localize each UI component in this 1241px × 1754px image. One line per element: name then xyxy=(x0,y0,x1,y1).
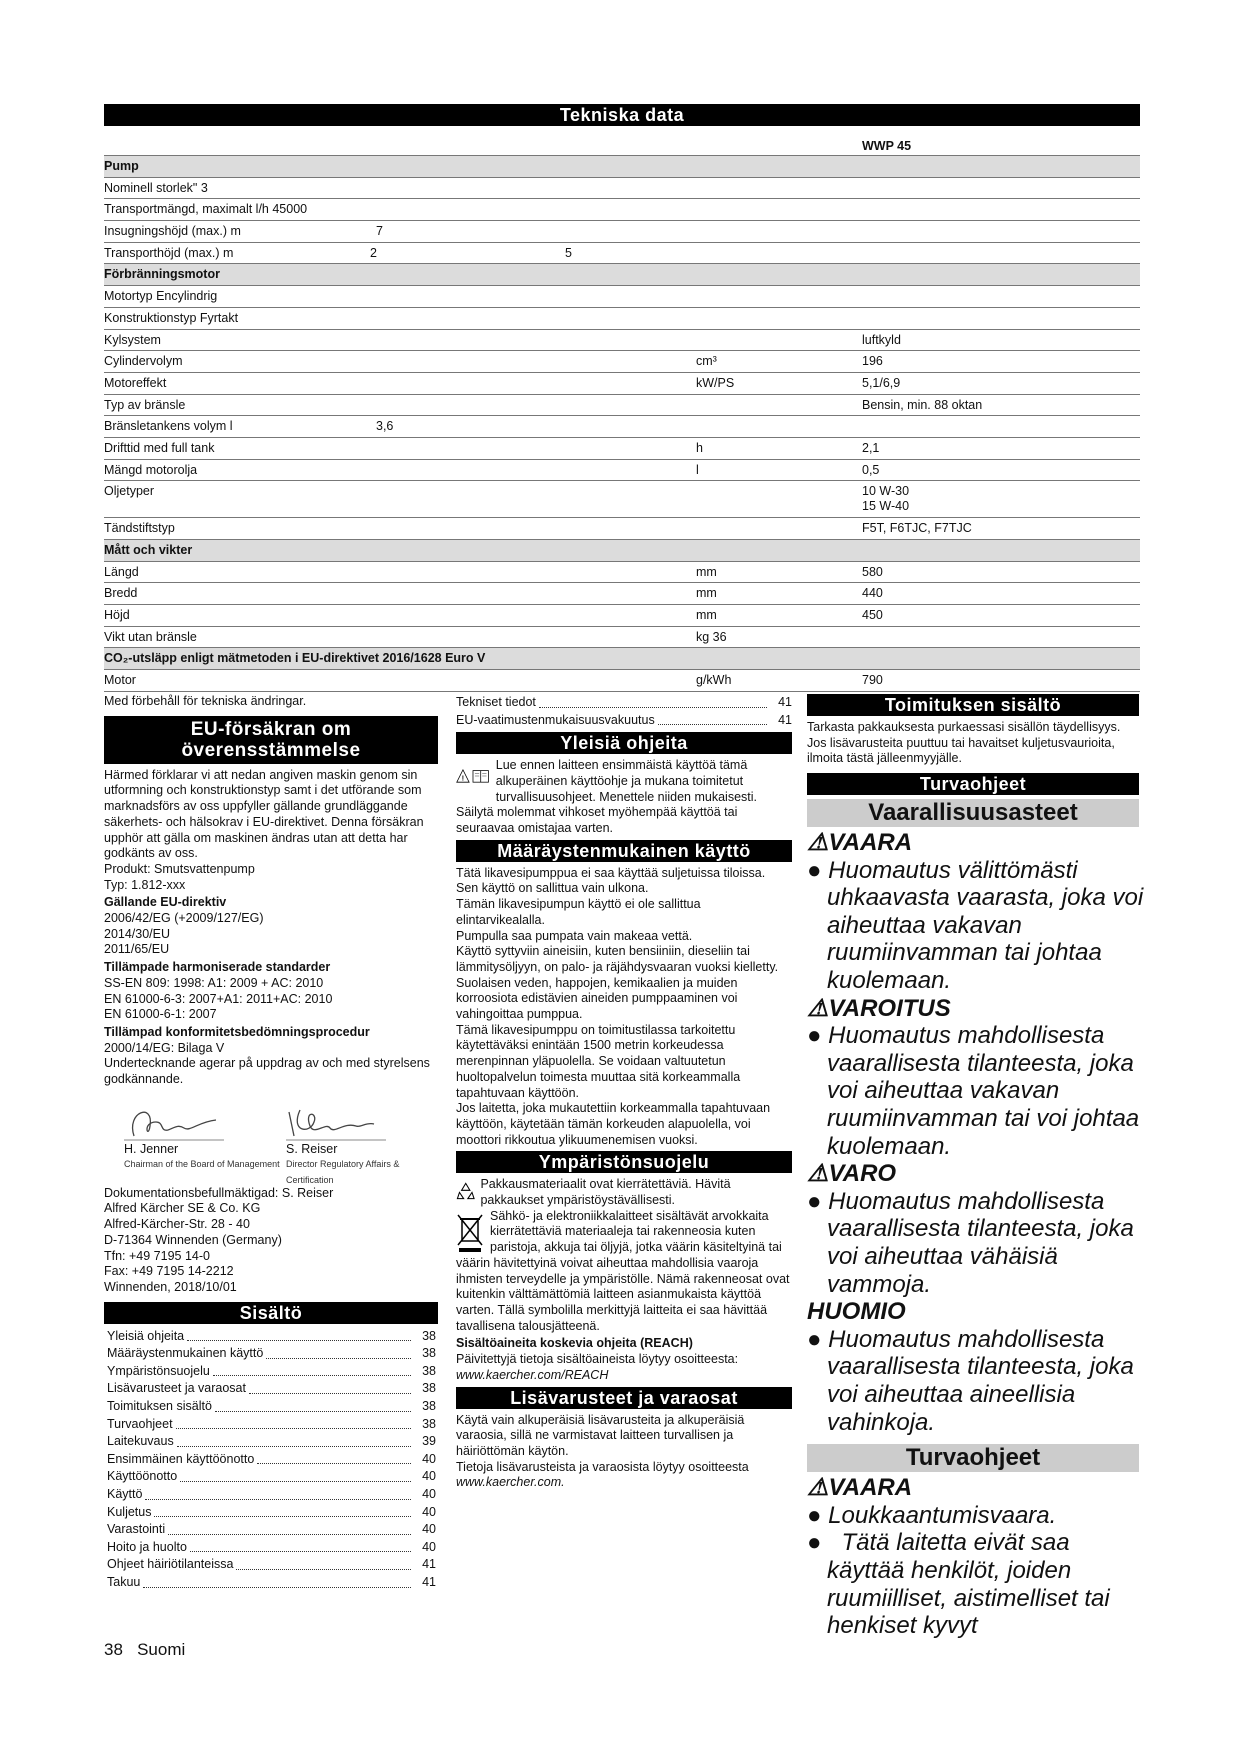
toc-leader xyxy=(658,724,767,725)
toc-entry-title: Turvaohjeet xyxy=(107,1416,173,1431)
toc-entry-title: Kuljetus xyxy=(107,1504,152,1519)
general-title: Yleisiä ohjeita xyxy=(456,732,792,754)
documentation-responsible: Dokumentationsbefullmäktigad: S. Reiser xyxy=(104,1185,334,1200)
table-section-row xyxy=(104,648,1140,670)
table-of-contents xyxy=(104,1328,438,1592)
environment-title: Ympäristönsuojelu xyxy=(456,1151,792,1173)
table-row xyxy=(104,373,1140,395)
table-cell: Bränsletankens volym l xyxy=(104,419,233,434)
toc-leader xyxy=(236,1569,411,1570)
toc-entry-title: Varastointi xyxy=(107,1522,166,1537)
toc-leader xyxy=(187,1340,411,1341)
toc-leader xyxy=(190,1551,411,1552)
table-cell: Transportmängd, maximalt l/h 45000 xyxy=(104,202,308,217)
table-cell: g/kWh xyxy=(696,673,732,688)
table-cell: Typ av bränsle xyxy=(104,397,186,412)
toc-entry-title: Tekniset tiedot xyxy=(456,695,536,709)
table-cell: CO₂-utsläpp enligt mätmetoden i EU-direktivet 2016/1628 Euro V xyxy=(104,651,486,666)
toc-entry-page: 38 xyxy=(422,1346,436,1361)
technical-data-title: Tekniska data xyxy=(104,104,1140,126)
table-row xyxy=(104,395,1140,417)
standard-1: SS-EN 809: 1998: A1: 2009 + AC: 2010 xyxy=(104,975,324,990)
table-row xyxy=(104,308,1140,330)
general-text: Lue ennen laitteen ensimmäistä käyttöä tämä alkuperäinen käyttöohje ja mukana toimitetut turvallisuusohjeet. Menettele niiden mukaisesti. xyxy=(495,758,757,804)
toc-leader xyxy=(154,1516,411,1517)
toc-entry[interactable] xyxy=(107,1556,436,1574)
procedure-heading: Tillämpad konformitetsbedömningsprocedur xyxy=(104,1024,370,1039)
directives-heading: Gällande EU-direktiv xyxy=(104,895,227,910)
toc-entry-title: Toimituksen sisältö xyxy=(107,1399,212,1414)
table-section-row xyxy=(104,156,1140,178)
reach-text: Päivitettyjä tietoja sisältöaineista löytyy osoitteesta: xyxy=(456,1352,739,1367)
column-1 xyxy=(104,694,438,1592)
table-cell: Mått och vikter xyxy=(104,543,193,557)
toc-leader xyxy=(180,1481,411,1482)
table-cell: mm xyxy=(696,586,717,601)
delivery-text: Tarkasta pakkauksesta purkaessasi sisällön täydellisyys. Jos lisävarusteita puuttuu tai havaitset kuljetusvaurioita, ilmoita tästä jälleenmyyjälle. xyxy=(807,720,1121,766)
safety-instructions-title: Turvaohjeet xyxy=(807,1444,1139,1472)
table-row xyxy=(104,605,1140,627)
table-cell: Längd xyxy=(104,564,139,579)
toc-continued xyxy=(456,694,792,729)
toc-leader xyxy=(176,1428,411,1429)
toc-entry-page: 38 xyxy=(422,1363,436,1378)
table-cell: 2,1 xyxy=(862,440,880,455)
toc-entry[interactable] xyxy=(107,1433,436,1451)
toc-entry-page: 38 xyxy=(422,1399,436,1414)
toc-leader xyxy=(539,707,767,708)
table-cell: 10 W-30 xyxy=(862,484,910,499)
toc-leader xyxy=(143,1587,411,1588)
env-text-2: Sähkö- ja elektroniikkalaitteet sisältävät arvokkaita kierrätettäviä materiaaleja tai rakenneosia kuten paristoja, akkuja tai öljyjä, jotka väärin käsiteltyinä tai väärin hävitettyinä voivat aiheuttaa mahdollisia vaaroja ihmisten terveydelle ja ympäristölle. Nämä rakenneosat ovat kuitenkin välttämättömiä laitteen asianmukaista käyttöä varten. Tällä symbolilla merkittyjä laitteita ei saa hävittää tavallisena talousjätteenä. xyxy=(456,1208,790,1333)
toc-entry[interactable] xyxy=(107,1398,436,1416)
table-cell: Kylsystem xyxy=(104,332,161,347)
signer-1-title: Chairman of the Board of Management xyxy=(124,1159,280,1170)
danger2-label: VAARA xyxy=(828,1474,913,1502)
signature-jenner xyxy=(133,1112,216,1136)
table-cell: Cylindervolym xyxy=(104,354,183,369)
signer-2-name: S. Reiser xyxy=(286,1141,338,1156)
hazard-levels-title: Vaarallisuusasteet xyxy=(807,799,1139,827)
toc-entry[interactable] xyxy=(107,1521,436,1539)
danger2-item-a: ● Loukkaantumisvaara. xyxy=(807,1501,1057,1529)
safety-instructions xyxy=(807,1474,1147,1640)
use-3: Tämän likavesipumpun käyttö ei ole sallittua elintarvikealalla. xyxy=(456,897,701,927)
toc-entry-page: 39 xyxy=(422,1434,436,1449)
safety-title: Turvaohjeet xyxy=(807,773,1139,795)
page-number: 38 xyxy=(104,1640,123,1659)
table-row xyxy=(104,562,1140,584)
table-cell: kW/PS xyxy=(696,375,735,390)
phone: Tfn: +49 7195 14-0 xyxy=(104,1248,210,1263)
table-row xyxy=(104,670,1140,692)
toc-entry-title: Ensimmäinen käyttöönotto xyxy=(107,1451,255,1466)
toc-leader xyxy=(249,1393,411,1394)
toc-entry[interactable] xyxy=(107,1486,436,1504)
address-line-3: D-71364 Winnenden (Germany) xyxy=(104,1232,282,1247)
table-cell: kg 36 xyxy=(696,629,727,644)
procedure-1: 2000/14/EG: Bilaga V xyxy=(104,1040,225,1055)
table-cell: Bredd xyxy=(104,586,138,601)
table-cell: 3,6 xyxy=(376,419,394,434)
table-cell: 790 xyxy=(862,673,883,688)
toc-entry-page: 40 xyxy=(422,1539,436,1554)
delivery-title: Toimituksen sisältö xyxy=(807,694,1139,716)
use-4: Pumpulla saa pumpata vain makeaa vettä. xyxy=(456,928,693,943)
notice-item: ● Huomautus mahdollisesta vaarallisesta tilanteesta, joka voi aiheuttaa aineellisia vahinkoja. xyxy=(807,1325,1134,1436)
page-language: Suomi xyxy=(137,1640,186,1659)
address-line-2: Alfred-Kärcher-Str. 28 - 40 xyxy=(104,1217,250,1232)
toc-leader xyxy=(213,1375,411,1376)
table-row xyxy=(104,481,1140,518)
toc-entry-page: 38 xyxy=(422,1381,436,1396)
signature-reiser xyxy=(289,1110,374,1136)
toc-entry[interactable] xyxy=(107,1345,436,1363)
intended-use-title: Määräystenmukainen käyttö xyxy=(456,840,792,862)
table-cell: 450 xyxy=(862,608,883,623)
table-cell: l xyxy=(696,462,699,477)
toc-entry-page: 38 xyxy=(422,1328,436,1343)
table-cell: Tändstiftstyp xyxy=(104,521,175,536)
toc-entry-page: 38 xyxy=(422,1416,436,1431)
table-section-row xyxy=(104,264,1140,286)
table-cell: 196 xyxy=(862,354,883,369)
toc-entry[interactable] xyxy=(107,1451,436,1469)
toc-leader xyxy=(257,1463,411,1464)
warning-manual-icon xyxy=(456,758,491,794)
toc-entry[interactable] xyxy=(456,694,792,712)
table-cell: 7 xyxy=(376,224,383,239)
warning-triangle-icon: ⚠ xyxy=(807,829,829,857)
use-7: Tämä likavesipumppu on toimitustilassa tarkoitettu käytettäväksi enintään 1500 metrin korkeudessa merenpinnan yläpuolella. Se voidaan valtuutetun huoltopalvelun toimesta muuttaa sitä korkeammalla tapahtuvaan käyttöön. xyxy=(456,1022,741,1100)
svg-text:!: ! xyxy=(461,775,465,783)
directive-1: 2006/42/EG (+2009/127/EG) xyxy=(104,911,264,926)
toc-leader xyxy=(168,1534,411,1535)
toc-entry[interactable] xyxy=(107,1380,436,1398)
reservation-note: Med förbehåll för tekniska ändringar. xyxy=(104,694,307,708)
danger2-text-b: Tätä laitetta eivät saa käyttää henkilöt, joiden ruumiilliset, aistimelliset tai henkiset kyvyt xyxy=(827,1529,1110,1640)
toc-entry-title: Määräystenmukainen käyttö xyxy=(107,1346,264,1361)
table-cell: cm³ xyxy=(696,354,717,369)
toc-entry[interactable] xyxy=(107,1504,436,1522)
toc-entry-title: Hoito ja huolto xyxy=(107,1539,187,1554)
page-footer xyxy=(104,1640,185,1660)
warning-heading xyxy=(807,995,1147,1023)
toc-entry[interactable] xyxy=(456,712,792,730)
use-8: Jos laitetta, joka mukautettiin korkeammalla tapahtuvaan käyttöön, käytetään tämän korkeuden alapuolella, voi moottori rikkoutua ylikuumenemisen vuoksi. xyxy=(456,1101,771,1147)
table-cell: F5T, F6TJC, F7TJC xyxy=(862,521,972,536)
table-row xyxy=(104,351,1140,373)
signatures xyxy=(104,1088,438,1186)
toc-entry-page: 40 xyxy=(422,1522,436,1537)
table-row xyxy=(104,518,1140,540)
table-row xyxy=(104,583,1140,605)
table-cell: Vikt utan bränsle xyxy=(104,629,197,644)
table-cell: 0,5 xyxy=(862,462,880,477)
signers-text: Undertecknande agerar på uppdrag av och med styrelsens godkännande. xyxy=(104,1056,430,1087)
toc-entry[interactable] xyxy=(107,1468,436,1486)
table-cell: Transporthöjd (max.) m xyxy=(104,245,234,260)
fax: Fax: +49 7195 14-2212 xyxy=(104,1264,234,1279)
signer-2-title: Director Regulatory Affairs & Certification xyxy=(286,1159,400,1186)
toc-entry-title: Ohjeet häiriötilanteissa xyxy=(107,1557,234,1572)
toc-leader xyxy=(177,1446,411,1447)
table-cell: Insugningshöjd (max.) m xyxy=(104,224,241,239)
table-cell: 15 W-40 xyxy=(862,499,910,514)
toc-entry[interactable] xyxy=(107,1539,436,1557)
danger2-heading xyxy=(807,1474,1147,1502)
address-line-1: Alfred Kärcher SE & Co. KG xyxy=(104,1201,261,1216)
table-cell: Konstruktionstyp Fyrtakt xyxy=(104,310,239,325)
toc-entry[interactable] xyxy=(107,1363,436,1381)
caution-label: VARO xyxy=(828,1160,897,1188)
table-cell: Motortyp Encylindrig xyxy=(104,289,218,304)
danger-text: Huomautus välittömästi uhkaavasta vaarasta, joka voi aiheuttaa vakavan ruumiinvamman tai johtaa kuolemaan. xyxy=(827,856,1144,995)
toc-title: Sisältö xyxy=(104,1302,438,1324)
table-row xyxy=(104,330,1140,352)
notice-heading: HUOMIO xyxy=(807,1298,906,1326)
notice-text: Huomautus mahdollisesta vaarallisesta tilanteesta, joka voi aiheuttaa aineellisia vahinkoja. xyxy=(827,1325,1134,1436)
table-cell: Motoreffekt xyxy=(104,375,167,390)
warning-triangle-icon: ⚠ xyxy=(807,1160,829,1188)
technical-data-table xyxy=(104,104,1140,692)
env-text-1: Pakkausmateriaalit ovat kierrätettäviä. Hävitä pakkaukset ympäristöystävällisesti. xyxy=(480,1177,731,1208)
table-row xyxy=(104,243,1140,265)
toc-leader xyxy=(215,1411,411,1412)
table-row xyxy=(104,221,1140,243)
eu-title-line2: överensstämmelse xyxy=(181,739,361,761)
toc-entry-page: 40 xyxy=(422,1504,436,1519)
use-1: Tätä likavesipumppua ei saa käyttää suljetuissa tiloissa. xyxy=(456,865,766,880)
signer-1-name: H. Jenner xyxy=(124,1141,179,1156)
accessories-title: Lisävarusteet ja varaosat xyxy=(456,1387,792,1409)
toc-entry-title: Takuu xyxy=(107,1575,141,1589)
standard-2: EN 61000-6-3: 2007+A1: 2011+AC: 2010 xyxy=(104,991,333,1006)
directive-2: 2014/30/EU xyxy=(104,926,171,941)
table-cell: 580 xyxy=(862,564,883,579)
use-2: Sen käyttö on sallittua vain ulkona. xyxy=(456,881,649,896)
table-cell: Höjd xyxy=(104,608,130,623)
accessories-link[interactable]: www.kaercher.com. xyxy=(456,1475,565,1490)
table-cell: 5,1/6,9 xyxy=(862,375,901,390)
table-cell: Bensin, min. 88 oktan xyxy=(862,397,983,412)
table-cell: Förbränningsmotor xyxy=(104,267,220,282)
standards-heading: Tillämpade harmoniserade standarder xyxy=(104,960,331,975)
table-cell: 440 xyxy=(862,586,883,601)
table-cell: 2 xyxy=(370,245,377,260)
toc-entry-page: 40 xyxy=(422,1487,436,1502)
toc-entry-title: Lisävarusteet ja varaosat xyxy=(107,1381,246,1396)
table-cell: Drifttid med full tank xyxy=(104,440,215,455)
place-date: Winnenden, 2018/10/01 xyxy=(104,1279,237,1294)
toc-entry-title: Yleisiä ohjeita xyxy=(107,1328,185,1343)
toc-entry-title: Käyttö xyxy=(107,1487,143,1502)
toc-entry-page: 40 xyxy=(422,1469,436,1484)
toc-leader xyxy=(266,1358,411,1359)
toc-entry-page: 41 xyxy=(422,1557,436,1572)
standard-3: EN 61000-6-1: 2007 xyxy=(104,1007,217,1022)
danger-label: VAARA xyxy=(828,829,913,857)
general-instructions xyxy=(456,758,792,805)
type-line: Typ: 1.812-xxx xyxy=(104,877,186,892)
danger-heading xyxy=(807,829,1147,857)
recycling-note xyxy=(456,1177,792,1208)
toc-entry-title: Laitekuvaus xyxy=(107,1434,174,1449)
use-6: Suolaisen veden, happojen, kemikaalien ja muiden korroosiota edistävien aineiden pumppaaminen voi vahingoittaa pumppua. xyxy=(456,975,738,1022)
reach-link[interactable]: www.kaercher.com/REACH xyxy=(456,1367,609,1382)
toc-entry-title: Käyttöönotto xyxy=(107,1469,178,1484)
toc-entry-page: 41 xyxy=(778,695,792,709)
toc-entry[interactable] xyxy=(107,1328,436,1346)
toc-entry-page: 41 xyxy=(422,1575,436,1589)
general-text-2: Säilytä molemmat vihkoset myöhempää käyttöä tai seuraavaa omistajaa varten. xyxy=(456,805,738,835)
table-cell: mm xyxy=(696,608,717,623)
table-cell: mm xyxy=(696,564,717,579)
hazard-levels xyxy=(807,829,1147,1436)
toc-leader xyxy=(145,1499,411,1500)
danger2-item-b: ● Tätä laitetta eivät saa käyttää henkilöt, joiden ruumiilliset, aistimelliset tai henkiset kyvyt xyxy=(807,1529,1110,1640)
accessories-text-1: Käytä vain alkuperäisiä lisävarusteita ja alkuperäisiä varaosia, sillä ne varmistavat laitteen turvallisen ja häiriöttömän käytön. xyxy=(456,1412,745,1458)
table-cell: h xyxy=(696,440,703,455)
table-row xyxy=(104,627,1140,649)
accessories-text-2: Tietoja lisävarusteista ja varaosista löytyy osoitteesta xyxy=(456,1459,749,1474)
table-row xyxy=(104,199,1140,221)
column-3 xyxy=(807,694,1147,1640)
table-rows xyxy=(104,156,1140,692)
table-row xyxy=(104,178,1140,200)
warning-label: VAROITUS xyxy=(828,994,951,1022)
signer-reiser xyxy=(286,1142,438,1189)
caution-text: Huomautus mahdollisesta vaarallisesta tilanteesta, joka voi aiheuttaa vähäisiä vammoja. xyxy=(827,1187,1134,1298)
toc-entry-title: EU-vaatimustenmukaisuusvakuutus xyxy=(456,712,655,727)
warning-text: Huomautus mahdollisesta vaarallisesta tilanteesta, joka voi aiheuttaa vakavan ruumiinvamman tai voi johtaa kuolemaan. xyxy=(827,1022,1140,1160)
table-cell: 5 xyxy=(565,245,572,260)
product-line: Produkt: Smutsvattenpump xyxy=(104,861,255,876)
warning-triangle-icon: ⚠ xyxy=(807,994,829,1022)
caution-item: ● Huomautus mahdollisesta vaarallisesta tilanteesta, joka voi aiheuttaa vähäisiä vammoja. xyxy=(807,1187,1134,1298)
table-section-row xyxy=(104,540,1140,562)
table-row xyxy=(104,438,1140,460)
danger-item: ● Huomautus välittömästi uhkaavasta vaarasta, joka voi aiheuttaa vakavan ruumiinvamman tai johtaa kuolemaan. xyxy=(807,856,1144,995)
warning-item: ● Huomautus mahdollisesta vaarallisesta tilanteesta, joka voi aiheuttaa vakavan ruumiinvamman tai voi johtaa kuolemaan. xyxy=(807,1022,1140,1160)
directive-3: 2011/65/EU xyxy=(104,942,170,957)
table-cell: Mängd motorolja xyxy=(104,462,198,477)
caution-heading xyxy=(807,1160,1147,1188)
table-cell: Motor xyxy=(104,673,136,688)
model-name: WWP 45 xyxy=(862,139,912,153)
eu-declaration-title xyxy=(104,716,438,764)
eu-title-line1: EU-försäkran om xyxy=(190,718,352,740)
toc-entry-title: Ympäristönsuojelu xyxy=(107,1363,210,1378)
recycling-icon xyxy=(456,1177,475,1205)
reach-heading: Sisältöaineita koskevia ohjeita (REACH) xyxy=(456,1336,693,1351)
toc-entry[interactable] xyxy=(107,1416,436,1434)
table-cell: Pump xyxy=(104,159,139,173)
table-cell: Nominell storlek" 3 xyxy=(104,180,208,195)
toc-entry[interactable] xyxy=(107,1574,436,1592)
table-cell: luftkyld xyxy=(862,332,901,347)
use-5: Käyttö syttyviin aineisiin, kuten bensiiniin, dieseliin tai lämmitysöljyyn, on palo- ja räjähdysvaaran vuoksi kielletty. xyxy=(456,944,779,974)
crossed-bin-icon xyxy=(456,1211,484,1253)
toc-entry-page: 41 xyxy=(778,712,792,727)
signer-jenner xyxy=(124,1142,280,1173)
toc-entry-page: 40 xyxy=(422,1451,436,1466)
table-cell: Oljetyper xyxy=(104,484,155,499)
table-row xyxy=(104,460,1140,482)
table-row xyxy=(104,286,1140,308)
warning-triangle-icon: ⚠ xyxy=(807,1474,829,1502)
table-row xyxy=(104,416,1140,438)
weee-note xyxy=(456,1209,792,1335)
eu-declaration-text: Härmed förklarar vi att nedan angiven maskin genom sin utformning och konstruktionstyp samt i det utförande som marknadsförs av oss uppfyller gällande grundläggande säkerhets- och hälsokrav i EU-direktivet. Denna försäkran upphör att gälla om maskinen ändras utan att detta har godkänts av oss. xyxy=(104,767,424,861)
danger2-text-a: Loukkaantumisvaara. xyxy=(828,1501,1057,1529)
table-header xyxy=(104,126,1140,156)
column-2 xyxy=(456,694,792,1491)
